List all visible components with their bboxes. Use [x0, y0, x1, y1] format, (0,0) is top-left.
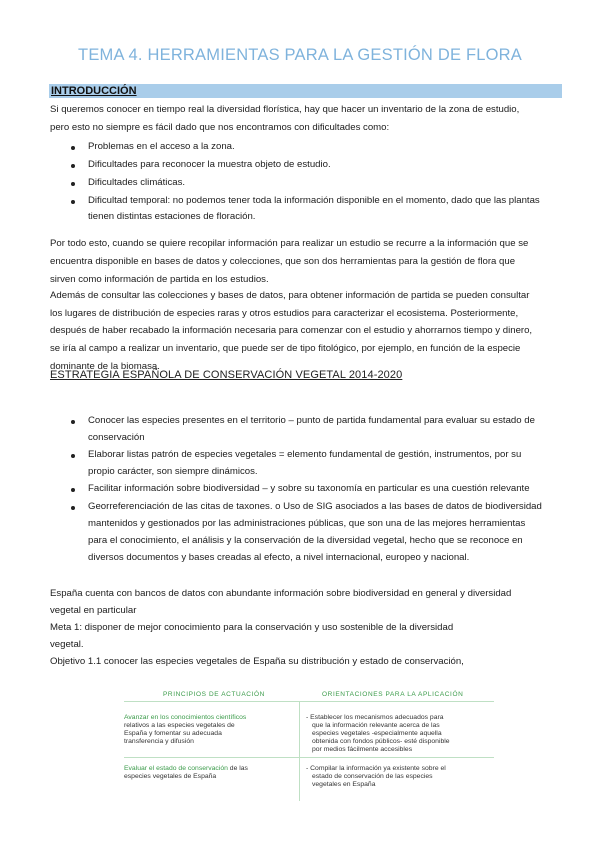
- bullet-icon: [71, 164, 75, 168]
- table-cell-left-green: Evaluar el estado de conservación: [124, 765, 228, 772]
- bullet-icon: [71, 182, 75, 186]
- strategy-bullet-cont: diversos documentos y bases creadas al efecto, a nivel internacional, europeo y nacional.: [88, 552, 470, 563]
- table-cell-left: España y fomentar su adecuada: [124, 730, 222, 737]
- intro-paragraph-line: Por todo esto, cuando se quiere recopilar información para realizar un estudio se recurre a la información que se: [50, 238, 529, 249]
- strategy-bullet-cont: para el conocimiento, el análisis y la conservación de la diversidad vegetal, hecho que se reconoce en: [88, 535, 523, 546]
- bullet-icon: [71, 454, 75, 458]
- table-cell-right: que la información relevante acerca de las: [312, 722, 440, 729]
- bullet-icon: [71, 146, 75, 150]
- bullet-icon: [71, 200, 75, 204]
- intro-bullet: Dificultad temporal: no podemos tener toda la información disponible en el momento, dado que las plantas: [88, 195, 540, 206]
- intro-heading-bar: [49, 84, 562, 98]
- intro-bullet-cont: tienen distintas estaciones de floración.: [88, 211, 256, 222]
- strategy-bullet-cont: propio carácter, son siempre dinámicos.: [88, 466, 258, 477]
- table-cell-right: vegetales en España: [312, 781, 376, 788]
- table-cell-left: relativos a las especies vegetales de: [124, 722, 235, 729]
- table-cell-right: obtenida con fondos públicos- esté disponible: [312, 738, 450, 745]
- bullet-icon: [71, 488, 75, 492]
- intro-paragraph-line: dominante de la biomasa.: [50, 361, 160, 372]
- strategy-bullet: Elaborar listas patrón de especies vegetales = elemento fundamental de gestión, instrumentos, por su: [88, 449, 522, 460]
- strategy-bullet: Georreferenciación de las citas de taxones. o Uso de SIG asociados a las bases de datos de biodiversidad: [88, 501, 542, 512]
- table-header-principles: PRINCIPIOS DE ACTUACIÓN: [163, 691, 265, 698]
- intro-paragraph-line: se iría al campo a realizar un inventario, que puede ser de tipo fitológico, por ejemplo, en función de la especie: [50, 343, 521, 354]
- table-cell-left-title: [124, 765, 248, 773]
- table-divider: [299, 701, 300, 801]
- intro-paragraph-line: sirven como información de partida en los estudios.: [50, 274, 269, 285]
- table-cell-right: por medios fácilmente accesibles: [312, 746, 413, 753]
- table-cell-right: especies vegetales -especialmente aquella: [312, 730, 442, 737]
- principles-table: [124, 686, 494, 806]
- strategy-paragraph-line: Objetivo 1.1 conocer las especies vegetales de España su distribución y estado de conservación,: [50, 656, 464, 667]
- intro-paragraph-line: encuentra disponible en bases de datos y colecciones, que son dos herramientas para la gestión de flora que: [50, 256, 516, 267]
- intro-paragraph-line: los lugares de distribución de especies raras y otros estudios para caracterizar el ecosistema. Posteriormente,: [50, 308, 519, 319]
- intro-line: pero esto no siempre es fácil dado que nos encontramos con dificultades como:: [50, 122, 390, 133]
- strategy-bullet: Facilitar información sobre biodiversidad – y sobre su taxonomía en particular es una cuestión relevante: [88, 483, 530, 494]
- strategy-bullet-cont: conservación: [88, 432, 145, 443]
- table-divider: [124, 757, 494, 758]
- intro-bullet: Dificultades climáticas.: [88, 177, 186, 188]
- intro-bullet: Problemas en el acceso a la zona.: [88, 141, 235, 152]
- bullet-icon: [71, 420, 75, 424]
- intro-paragraph-line: Además de consultar las colecciones y bases de datos, para obtener información de partida se pueden consultar: [50, 290, 530, 301]
- table-header-orientations: ORIENTACIONES PARA LA APLICACIÓN: [322, 691, 464, 698]
- table-cell-right: - Establecer los mecanismos adecuados para: [306, 714, 444, 721]
- table-divider: [124, 701, 494, 702]
- strategy-bullet: Conocer las especies presentes en el territorio – punto de partida fundamental para evaluar su estado de: [88, 415, 535, 426]
- table-cell-right: - Compilar la información ya existente sobre el: [306, 765, 446, 772]
- strategy-paragraph-line: España cuenta con bancos de datos con abundante información sobre biodiversidad en general y diversidad: [50, 588, 512, 599]
- strategy-bullet-cont: mantenidos y gestionados por las administraciones públicas, que son una de las mejores herramientas: [88, 518, 526, 529]
- intro-paragraph-line: después de haber recabado la información necesaria para comenzar con el estudio y ahorrarnos tiempo y dinero,: [50, 325, 533, 336]
- page-title: TEMA 4. HERRAMIENTAS PARA LA GESTIÓN DE FLORA: [78, 46, 522, 64]
- strategy-paragraph-line: vegetal.: [50, 639, 84, 650]
- table-cell-left: transferencia y difusión: [124, 738, 194, 745]
- strategy-paragraph-line: vegetal en particular: [50, 605, 137, 616]
- intro-line: Si queremos conocer en tiempo real la diversidad florística, hay que hacer un inventario de la zona de estudio,: [50, 104, 520, 115]
- intro-bullet: Dificultades para reconocer la muestra objeto de estudio.: [88, 159, 331, 170]
- table-cell-left: especies vegetales de España: [124, 773, 217, 780]
- table-cell-left-title: Avanzar en los conocimientos científicos: [124, 714, 247, 721]
- strategy-heading: ESTRATEGIA ESPAÑOLA DE CONSERVACIÓN VEGETAL 2014-2020: [50, 369, 403, 381]
- bullet-icon: [71, 506, 75, 510]
- intro-heading: INTRODUCCIÓN: [51, 85, 137, 97]
- strategy-paragraph-line: Meta 1: disponer de mejor conocimiento para la conservación y uso sostenible de la diversidad: [50, 622, 454, 633]
- table-cell-right: estado de conservación de las especies: [312, 773, 433, 780]
- table-cell-left-tail: de las: [227, 765, 248, 772]
